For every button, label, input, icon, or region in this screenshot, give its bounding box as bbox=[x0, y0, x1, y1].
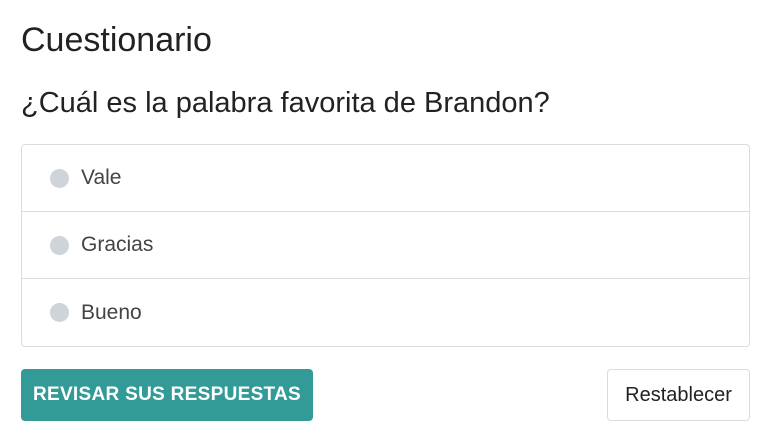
radio-button[interactable] bbox=[50, 303, 69, 322]
answer-option-vale[interactable] bbox=[22, 145, 749, 212]
question-text: ¿Cuál es la palabra favorita de Brandon? bbox=[21, 87, 550, 119]
answer-option-label: Gracias bbox=[81, 233, 154, 256]
answer-option-label: Vale bbox=[81, 166, 122, 189]
reset-button[interactable]: Restablecer bbox=[607, 369, 750, 421]
check-answers-button[interactable]: REVISAR SUS RESPUESTAS bbox=[21, 369, 313, 421]
answer-option-bueno[interactable] bbox=[22, 279, 749, 346]
radio-button[interactable] bbox=[50, 169, 69, 188]
answer-options bbox=[21, 144, 750, 347]
quiz-title: Cuestionario bbox=[21, 21, 212, 59]
answer-option-label: Bueno bbox=[81, 300, 142, 324]
answer-option-gracias[interactable] bbox=[22, 212, 749, 279]
radio-button[interactable] bbox=[50, 236, 69, 255]
